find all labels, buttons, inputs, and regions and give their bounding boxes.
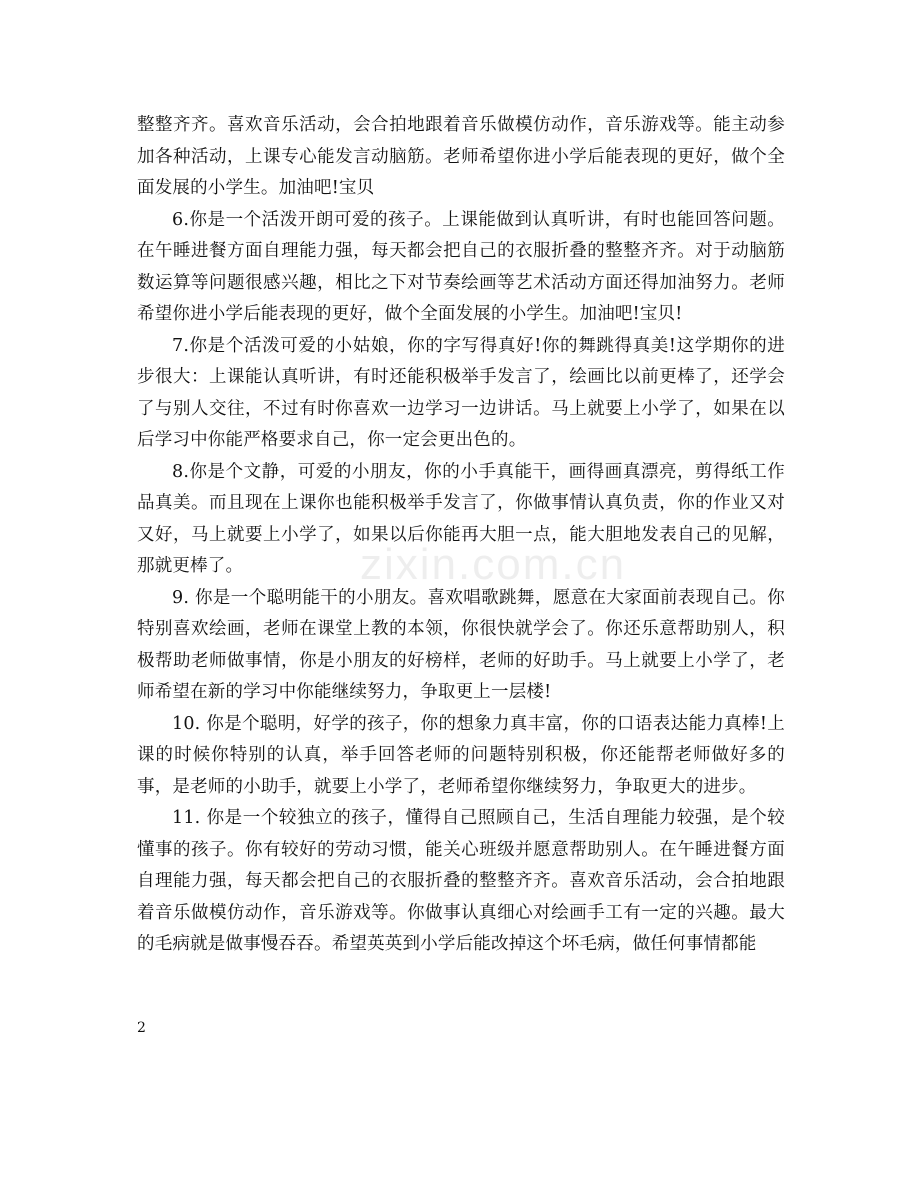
paragraph-item-11: 11. 你是一个较独立的孩子，懂得自己照顾自己，生活自理能力较强，是个较懂事的孩子。你有较好的劳动习惯，能关心班级并愿意帮助别人。在午睡进餐方面自理能力强，每天都会把自己的衣服折叠的整整齐齐。喜欢音乐活动，会合拍地跟着音乐做模仿动作，音乐游戏等。你做事认真细心对绘画手工有一定的兴趣。最大的毛病就是做事慢吞吞。希望英英到小学后能改掉这个坏毛病，做任何事情都能 xyxy=(137,808,785,954)
paragraph-item-8: 8.你是个文静，可爱的小朋友，你的小手真能干，画得画真漂亮，剪得纸工作品真美。而且现在上课你也能积极举手发言了，你做事情认真负责，你的作业又对又好，马上就要上小学了，如果以后你能再大胆一点，能大胆地发表自己的见解，那就更棒了。 xyxy=(137,461,785,576)
paragraph-continuation: 整整齐齐。喜欢音乐活动，会合拍地跟着音乐做模仿动作，音乐游戏等。能主动参加各种活动，上课专心能发言动脑筋。老师希望你进小学后能表现的更好，做个全面发展的小学生。加油吧!宝贝 xyxy=(137,115,785,198)
watermark: zixin.com.cn xyxy=(360,540,627,589)
paragraph-item-9: 9. 你是一个聪明能干的小朋友。喜欢唱歌跳舞，愿意在大家面前表现自己。你特别喜欢绘画，老师在课堂上教的本领，你很快就学会了。你还乐意帮助别人，积极帮助老师做事情，你是小朋友的好榜样，老师的好助手。马上就要上小学了，老师希望在新的学习中你能继续努力，争取更上一层楼! xyxy=(137,587,785,702)
page-number: 2 xyxy=(137,1020,146,1036)
document-body xyxy=(137,110,785,961)
paragraph-item-7: 7.你是个活泼可爱的小姑娘，你的字写得真好!你的舞跳得真美!这学期你的进步很大：上课能认真听讲，有时还能积极举手发言了，绘画比以前更棒了，还学会了与别人交往，不过有时你喜欢一边学习一边讲话。马上就要上小学了，如果在以后学习中你能严格要求自己，你一定会更出色的。 xyxy=(137,335,785,450)
paragraph-item-10: 10. 你是个聪明，好学的孩子，你的想象力真丰富，你的口语表达能力真棒!上课的时候你特别的认真，举手回答老师的问题特别积极，你还能帮老师做好多的事，是老师的小助手，就要上小学了，老师希望你继续努力，争取更大的进步。 xyxy=(137,713,785,797)
paragraph-item-6: 6.你是一个活泼开朗可爱的孩子。上课能做到认真听讲，有时也能回答问题。在午睡进餐方面自理能力强，每天都会把自己的衣服折叠的整整齐齐。对于动脑筋数运算等问题很感兴趣，相比之下对节奏绘画等艺术活动方面还得加油努力。老师希望你进小学后能表现的更好，做个全面发展的小学生。加油吧!宝贝! xyxy=(137,209,785,324)
